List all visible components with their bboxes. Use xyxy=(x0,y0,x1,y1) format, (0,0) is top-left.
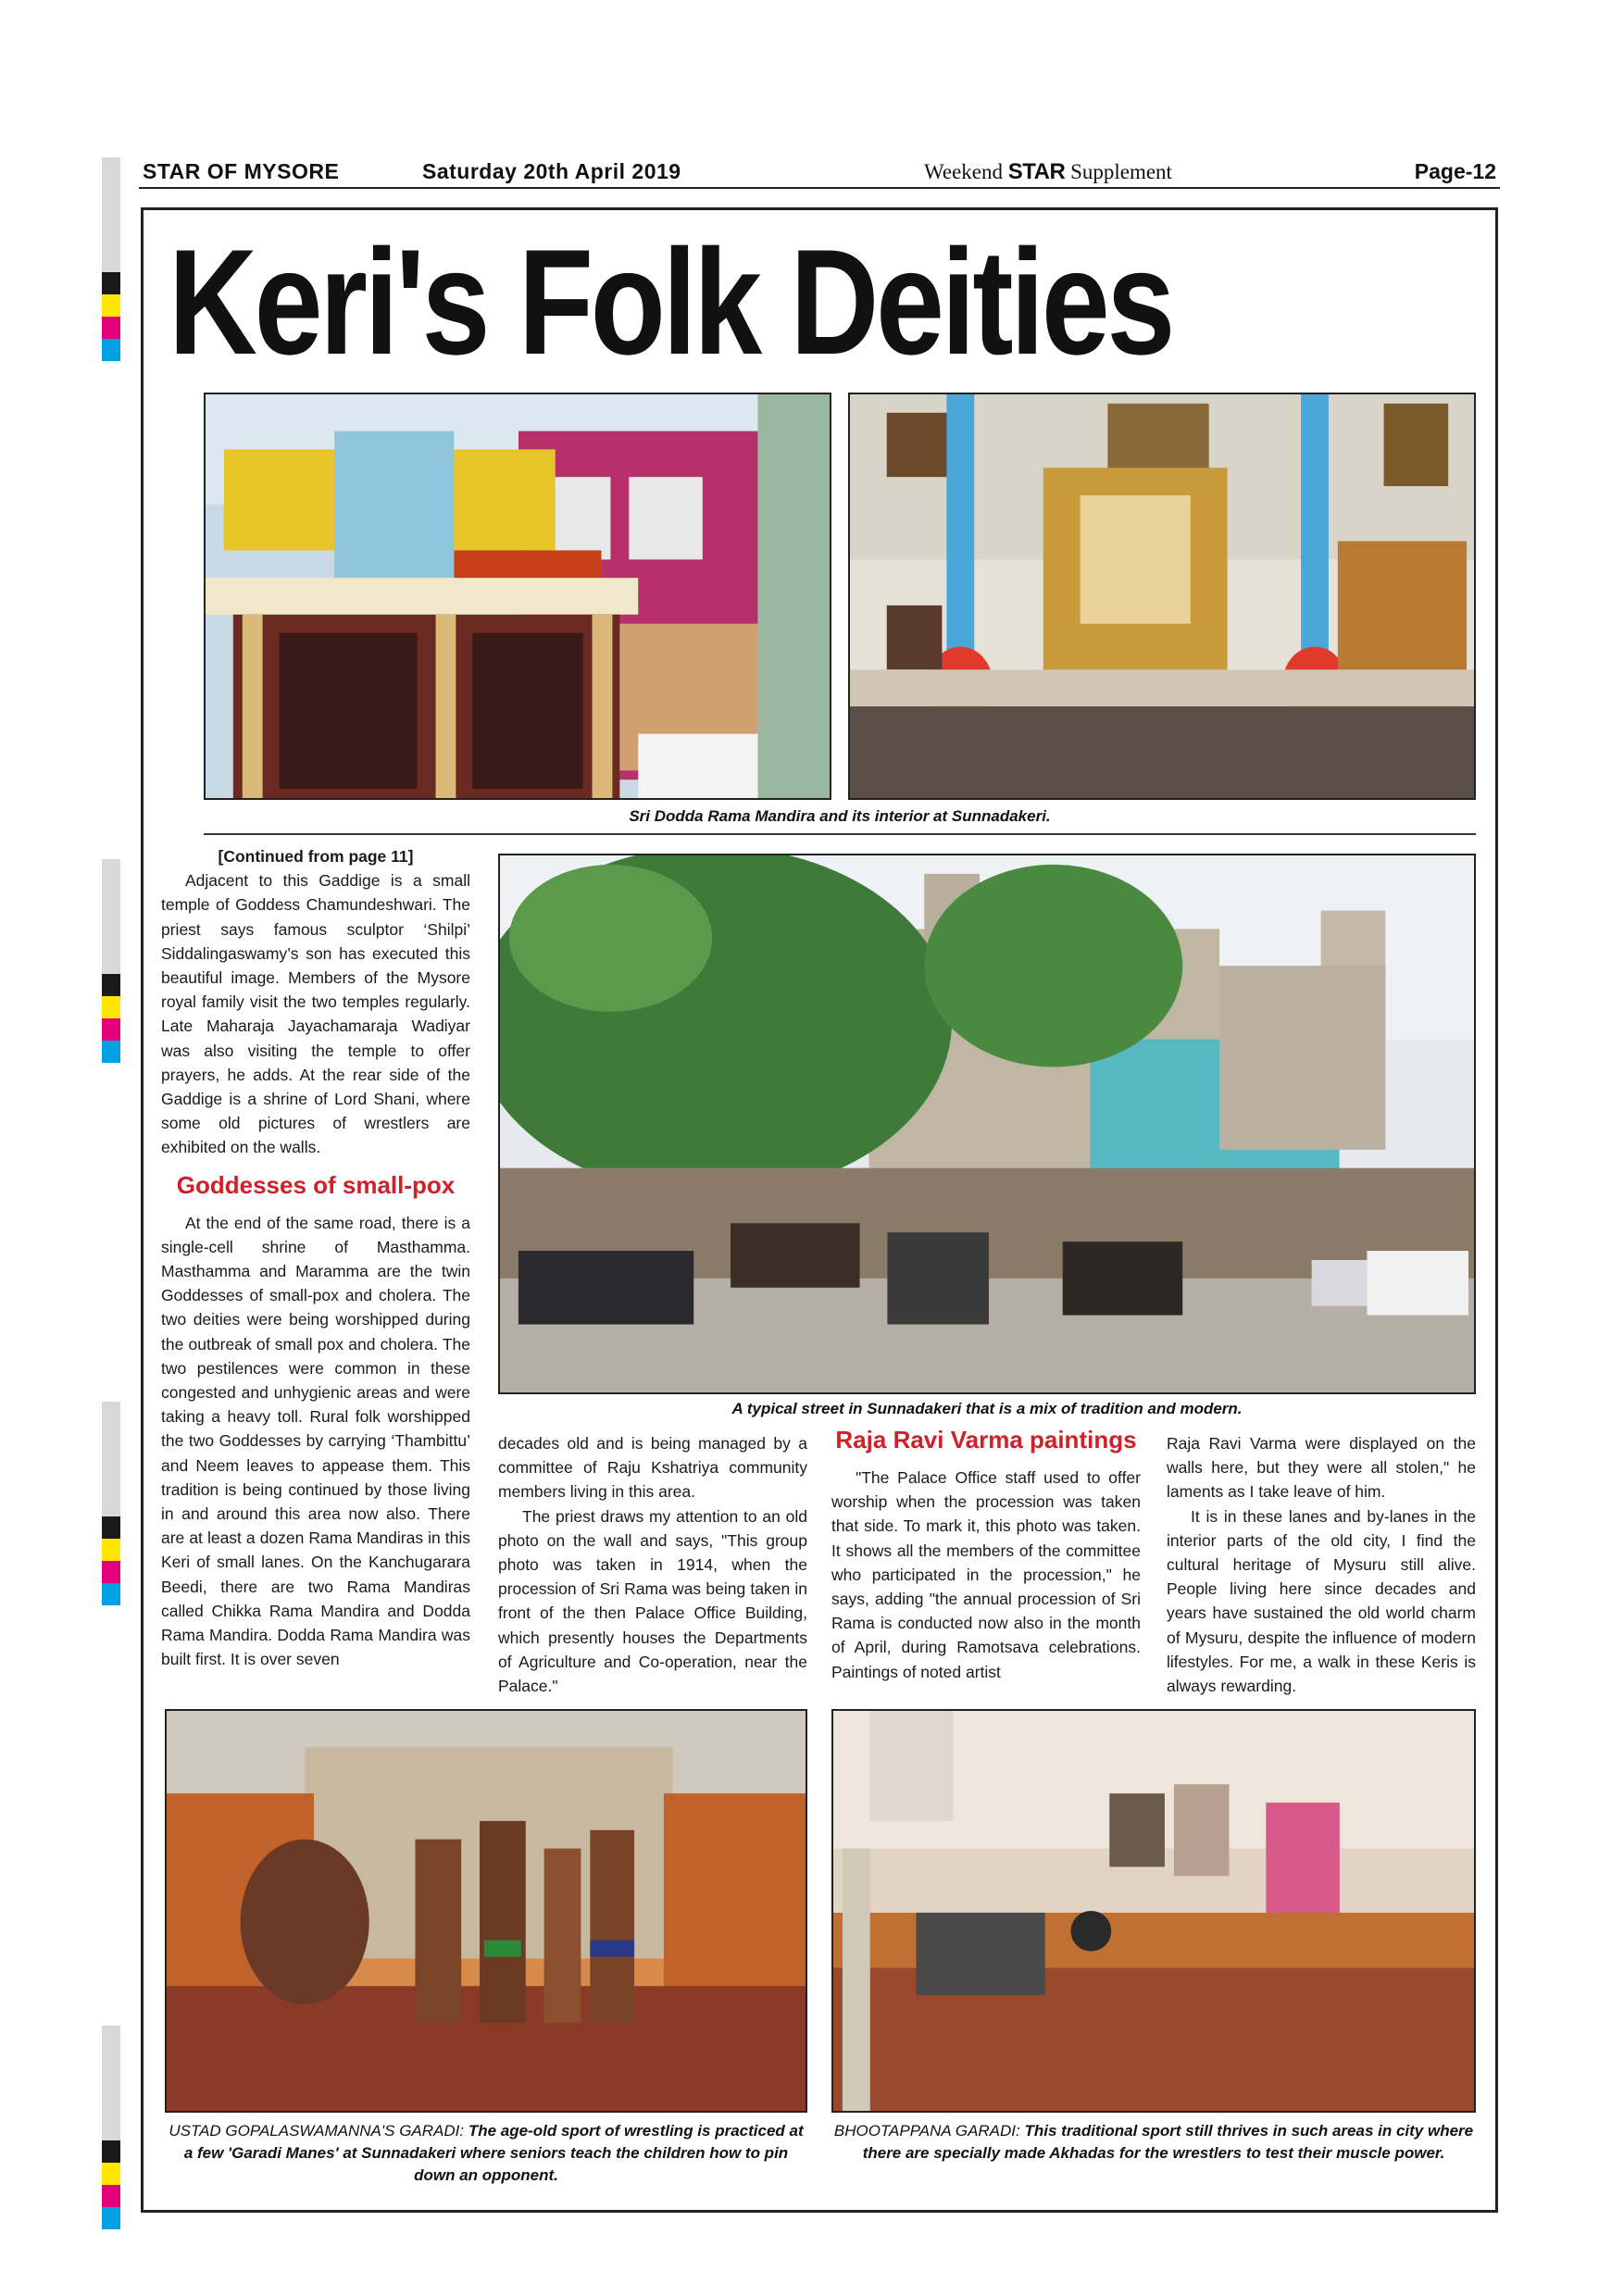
registration-marks xyxy=(102,859,120,1063)
headline: Keri's Folk Deities xyxy=(169,218,1173,386)
article-paragraph: The priest draws my attention to an old photo on the wall and says, "This group photo was taken in 1914, when the procession of Sri Rama was being taken in front of the then Palace Office Building, which presently houses the Departments of Agriculture and Co-operation, near the Palace." xyxy=(498,1506,807,1696)
page-number: Page-12 xyxy=(1414,159,1496,183)
temple-interior-photo xyxy=(848,393,1476,800)
registration-marks xyxy=(102,2026,120,2229)
wrestlers-photo xyxy=(165,1709,807,2113)
wrestlers-caption: USTAD GOPALASWAMANNA'S GARADI: The age-old sport of wrestling is practiced at a few 'Garadi Manes' at Sunnadakeri where seniors teach the children how to pin down an opponent. xyxy=(169,2122,804,2184)
article-paragraph: "The Palace Office staff used to offer worship when the procession was taken that side. To mark it, this photo was taken. It shows all the members of the committee who participated in the procession," he says, adding "the annual procession of Sri Rama is conducted now also in the month of April, during Ramotsava celebrations. Paintings of noted artist xyxy=(831,1468,1141,1681)
subhead-smallpox: Goddesses of small-pox xyxy=(176,1170,456,1199)
article-column-4 xyxy=(1167,1431,1476,1698)
article-paragraph: Adjacent to this Gaddige is a small temple of Goddess Chamundeshwari. The priest says famous sculptor ‘Shilpi’ Siddalingaswamy’s son has executed this beautiful image. Members of the Mysore royal family visit the two temples regularly. Late Maharaja Jayachamaraja Wadiyar was also visiting the temple to offer prayers, he adds. At the rear side of the Gaddige is a shrine of Lord Shani, where some old pictures of wrestlers are exhibited on the walls. xyxy=(161,871,470,1157)
street-caption: A typical street in Sunnadakeri that is a mix of tradition and modern. xyxy=(731,1400,1243,1417)
header-rule xyxy=(139,187,1500,189)
continued-note: [Continued from page 11] xyxy=(218,847,414,866)
akhada-photo xyxy=(831,1709,1476,2113)
article-paragraph: At the end of the same road, there is a single-cell shrine of Masthamma. Masthamma and Maramma are the twin Goddesses of small-pox and cholera. The two deities were being worshipped during the outbreak of small pox and cholera. The two pestilences were common in these congested and unhygienic areas and were taking a heavy toll. Rural folk worshipped the two Goddesses by carrying ‘Thambittu’ and Neem leaves to appease them. This tradition is being continued by those living in and around this area now also. There are at least a dozen Rama Mandiras in this Keri of small lanes. On the Kanchugarara Beedi, there are two Rama Mandiras called Chikka Rama Mandira and Dodda Rama Mandira. Dodda Rama Mandira was built first. It is over seven xyxy=(161,1213,470,1669)
caption-rule xyxy=(204,833,1476,835)
street-photo xyxy=(498,854,1476,1394)
issue-date: Saturday 20th April 2019 xyxy=(422,159,681,183)
supplement-title: Weekend STAR Supplement xyxy=(924,159,1172,184)
publication-name: STAR OF MYSORE xyxy=(143,159,340,183)
article-paragraph: Raja Ravi Varma were displayed on the walls here, but they were all stolen," he laments as I take leave of him. xyxy=(1167,1434,1476,1502)
article-paragraph: decades old and is being managed by a committee of Raju Kshatriya community members living in this area. xyxy=(498,1434,807,1502)
subhead-ravi-varma: Raja Ravi Varma paintings xyxy=(835,1426,1137,1454)
top-photos-caption: Sri Dodda Rama Mandira and its interior at Sunnadakeri. xyxy=(629,807,1051,825)
temple-exterior-photo xyxy=(204,393,831,800)
article-column-1 xyxy=(161,844,470,1672)
article-paragraph: It is in these lanes and by-lanes in the interior parts of the old city, I find the cultural heritage of Mysuru still alive. People living here since decades and years have sustained the old world charm of Mysuru, despite the influence of modern lifestyles. For me, a walk in these Keris is always rewarding. xyxy=(1167,1506,1476,1696)
registration-marks xyxy=(102,1402,120,1605)
article-column-3 xyxy=(831,1426,1141,1684)
registration-marks xyxy=(102,157,120,361)
article-column-2 xyxy=(498,1431,807,1698)
akhada-caption: BHOOTAPPANA GARADI: This traditional sport still thrives in such areas in city where there are specially made Akhadas for the wrestlers to test their muscle power. xyxy=(833,2122,1474,2162)
